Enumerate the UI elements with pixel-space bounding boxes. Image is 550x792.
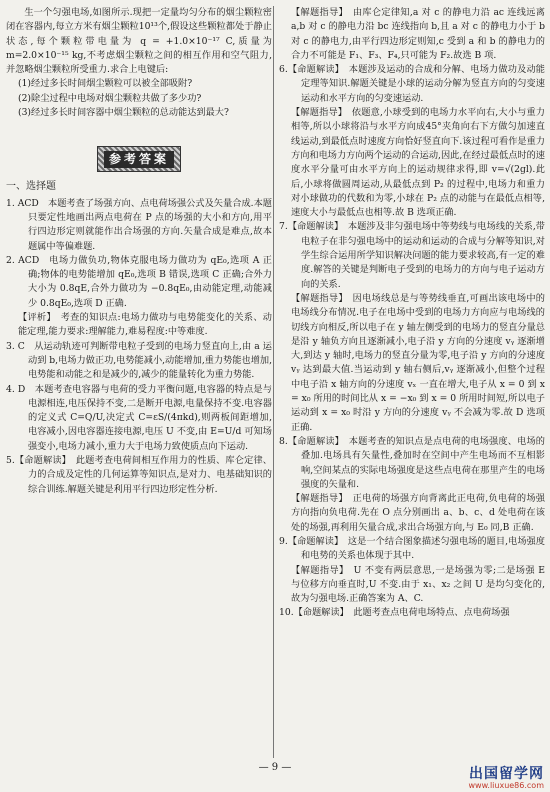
watermark — [469, 768, 545, 792]
section-heading: 一、选择题 — [6, 181, 56, 193]
answer-7-guide: 【解题指导】 因电场线总是与等势线垂直,可画出该电场中的电场线分布情况.电子在电场中受到的电场力方向应与电场线的切线方向相反,所以电子在 y 轴左侧受到的电场力的竖直分量总是沿 y 轴负方向且逐渐减小,电子沿 y 方向的分速度 vᵧ 逐渐增大,到达 y 轴时,电场力的竖直分量为零,电子沿 y 方向的分速度 vᵧ 达到最大值.当运动到 y 轴右侧后,vᵧ 逐渐减小,但整个过程中电子沿 x 轴方向的分速度 vₓ 一直在增大,电子从 x = 0 到 x = x₀ 所用的时间比从 x = −x₀ 到 x = 0 所用时间短,所以电子运动到 x = x₀ 时沿 y 方向的分速度 vᵧ 不会减为零.故 D 选项正确. — [291, 292, 545, 433]
problem-text: 生一个匀强电场,如图所示.现把一定量均匀分布的烟尘颗粒密闭在容器内,每立方米有烟尘颗粒10¹³个,假设这些颗粒都处于静止状态,每个颗粒带电量为 q = +1.0×10⁻¹⁷ C,质量为 m=2.0×10⁻¹⁵ kg,不考虑烟尘颗粒之间的相互作用和空气阻力,并忽略烟尘颗粒所受重力.求合上电键后: — [6, 7, 272, 76]
answer-7-reading: 7.【命题解读】 本题涉及非匀强电场中等势线与电场线的关系,带电粒子在非匀强电场中的运动和运动的合成与分解等知识,对学生综合运用所学知识解决问题的能力要求较高,有一定的难度.解答的关键是判断电子受到的电场力的方向与电子运动方向的关系. — [279, 221, 545, 290]
answer-6-reading: 6.【命题解读】 本题涉及运动的合成和分解、电场力做功及动能定理等知识.解题关键是小球的运动分解为竖直方向的匀变速运动和水平方向的匀变速运动. — [279, 64, 545, 104]
answer-2-comment: 【评析】 考查的知识点:电场力做功与电势能变化的关系、动能定理,能力要求:理解能力,难易程度:中等难度. — [18, 312, 272, 338]
answer-9-reading: 9.【命题解读】 这是一个结合图象描述匀强电场的题目,电场强度和电势的关系也体现于其中. — [279, 535, 545, 562]
left-column — [6, 6, 272, 497]
answer-8-guide: 【解题指导】 正电荷的场强方向背离此正电荷,负电荷的场强方向指向负电荷.先在 O 点分别画出 a、b、c、d 处电荷在该处的场强,再利用矢量合成,求出合场强方向,与 E₀ 同,B 正确. — [291, 493, 545, 533]
question-1: (1)经过多长时间烟尘颗粒可以被全部吸附? — [18, 78, 193, 90]
answer-9-guide: 【解题指导】 U 不变有两层意思,一是场强为零;二是场强 E 与位移方向垂直时,U 不变.由于 x₁、x₂ 之间 U 是均匀变化的,故为匀强电场.正确答案为 A、C. — [291, 564, 545, 605]
answer-banner — [97, 146, 181, 172]
watermark-title: 出国留学网 — [469, 766, 544, 782]
question-2: (2)除尘过程中电场对烟尘颗粒共做了多少功? — [18, 92, 202, 104]
column-divider — [273, 6, 274, 758]
answer-6-guide: 【解题指导】 依题意,小球受到的电场力水平向右,大小与重力相等,所以小球将沿与水平方向成45°夹角向右下方做匀加速直线运动,到最低点时速度方向恰好竖直向下.该过程可看作是重力方向和电场力方向两个运动的合运动,因此,在经过最低点时的速度水平分量可由水平方向上的运动规律求得,即 v=√(2gl).此后,小球将做圆周运动,从最低点到 P₂ 的过程中,电场力和重力对小球做功的代数和为零,小球在 P₂ 点的动能与在最低点相等,速度大小与最低点也相等.故 B 选项正确. — [291, 107, 545, 219]
answer-2: 2. ACD 电场力做负功,物体克服电场力做功为 qE₀,选项 A 正确;物体的电势能增加 qE₀,选项 B 错误,选项 C 正确;合外力大小为 0.8qE,合外力做功为 −0.8qE₀,由动能定理,动能减少 0.8qE₀,选项 D 正确. — [6, 254, 272, 309]
answer-8-reading: 8.【命题解读】 本题考查的知识点是点电荷的电场强度、电场的叠加.电场具有矢量性,叠加时在空间中产生电场而不互相影响,空间某点的实际电场强度是这些点电荷在那里产生的电场强度的矢量和. — [279, 435, 545, 490]
answer-4: 4. D 本题考查电容器与电荷的受力平衡问题,电容器的特点是与电源相连,电压保持不变,二是断开电源,电量保持不变.电容器的定义式 C=Q/U,决定式 C=εS/(4πkd),则两板间距增加,电容减小,因电容器连接电源,电压 U 不变,由 E=U/d 可知场强变小,电场力减小,重力大于电场力致使质点向下运动. — [6, 383, 272, 452]
question-3: (3)经过多长时间容器中烟尘颗粒的总动能达到最大? — [18, 107, 229, 119]
right-column — [279, 6, 545, 621]
answer-10-reading: 10.【命题解读】 此题考查点电荷电场特点、点电荷场强 — [279, 607, 510, 619]
answer-banner-label: 参考答案 — [104, 151, 174, 167]
answer-5-guide: 【解题指导】 由库仑定律知,a 对 c 的静电力沿 ac 连线远离 a,b 对 c 的静电力沿 bc 连线指向 b,且 a 对 c 的静电力小于 b 对 c 的静电力,由平行四边形定则知,c 受到 a 和 b 的静电力的合力不可能是 F₁、F₃、F₄,只可能为 F₂.故选 B 项. — [291, 7, 545, 61]
answer-1: 1. ACD 本题考查了场强方向、点电荷场强公式及矢量合成.本题只要定性地画出两点电荷在 P 点的场强的大小和方向,用平行四边形定则就能作出合场强的方向.矢量合成是难点,故本题属中等偏难题. — [6, 197, 272, 252]
answer-5: 5.【命题解读】 此题考查电荷间相互作用力的性质、库仑定律、力的合成及定性的几何运算等知识点,是对力、电基础知识的综合训练.解题关键是利用平行四边形定性分析. — [6, 455, 272, 495]
answer-3: 3. C 从运动轨迹可判断带电粒子受到的电场力竖直向上,由 a 运动到 b,电场力做正功,电势能减小,动能增加,重力势能也增加,电势能和动能之和是减少的,减少的能量转化为重力势能. — [6, 340, 272, 381]
watermark-url: www.liuxue86.com — [468, 781, 544, 790]
page-number: — 9 — — [258, 762, 292, 773]
